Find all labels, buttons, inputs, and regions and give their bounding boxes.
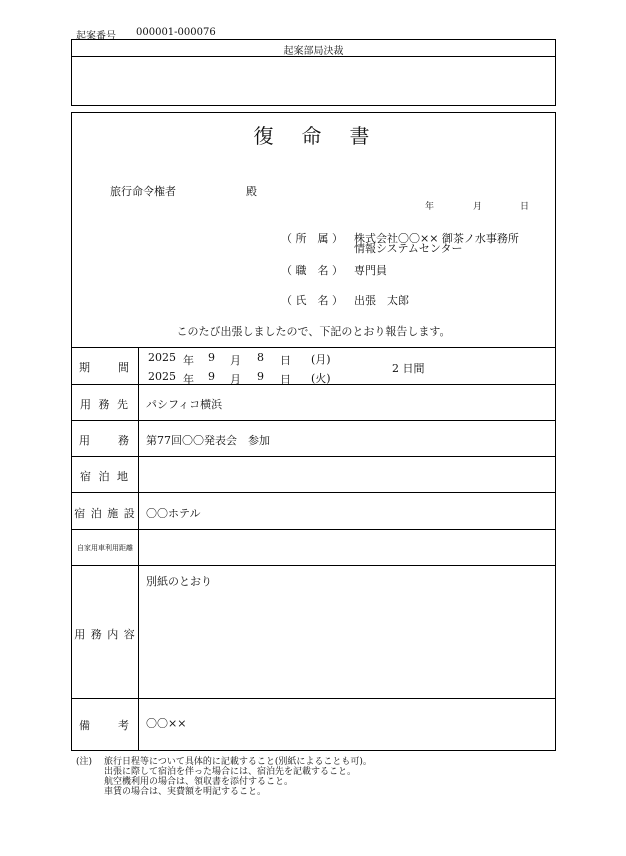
- addressee: 旅行命令権者: [110, 185, 176, 198]
- period-start-weekday: (月): [311, 353, 331, 366]
- page-title: 復 命 書: [253, 124, 374, 148]
- period-end-m: 月: [230, 373, 241, 386]
- period-start-day: 8: [257, 351, 264, 364]
- name-label: （ 氏 名 ）: [281, 294, 343, 307]
- business-label: 用 務: [79, 434, 131, 447]
- row-divider: [71, 420, 556, 421]
- remarks-label: 備 考: [79, 719, 131, 732]
- affiliation-line2: 情報システムセンター: [354, 242, 463, 255]
- row-divider: [71, 565, 556, 566]
- period-duration: 2 日間: [392, 362, 425, 375]
- remarks-value: 〇〇××: [146, 717, 187, 730]
- period-end-y: 年: [183, 373, 194, 386]
- period-end-year: 2025: [148, 370, 176, 383]
- row-divider: [71, 456, 556, 457]
- report-form: [71, 112, 556, 751]
- lodging-facility-value: 〇〇ホテル: [146, 507, 201, 520]
- period-start-month: 9: [208, 351, 215, 364]
- honorific: 殿: [246, 185, 257, 198]
- note-line: 出張に際して宿泊を伴った場合には、宿泊先を記載すること。: [104, 767, 357, 777]
- row-divider: [71, 347, 556, 348]
- date-year: 年: [425, 202, 435, 212]
- note-line: 車賃の場合は、実費額を明記すること。: [104, 787, 267, 797]
- lodging-facility-label: 宿 泊 施 設: [74, 507, 136, 520]
- business-value: 第77回〇〇発表会 参加: [146, 434, 270, 447]
- name-value: 出張 太郎: [354, 294, 409, 307]
- lodging-label: 宿 泊 地: [80, 470, 130, 483]
- date-month: 月: [473, 202, 483, 212]
- date-day: 日: [520, 202, 530, 212]
- period-start-d: 日: [280, 354, 291, 367]
- affiliation-label: （ 所 属 ）: [281, 232, 343, 245]
- column-divider: [138, 347, 139, 751]
- note-line: 航空機利用の場合は、領収書を添付すること。: [104, 777, 294, 787]
- notes-marker: (注): [76, 757, 93, 767]
- row-divider: [71, 529, 556, 530]
- period-end-weekday: (火): [311, 372, 331, 385]
- row-divider: [71, 492, 556, 493]
- note-line: 旅行日程等について具体的に記載すること(別紙によることも可)。: [104, 757, 372, 767]
- business-content-label: 用 務 内 容: [74, 628, 136, 641]
- position-label: （ 職 名 ）: [281, 264, 343, 277]
- private-car-distance-label: 自家用車利用距離: [77, 544, 133, 552]
- affiliation-line1: 株式会社〇〇×× 御茶ノ水事務所: [354, 232, 519, 245]
- period-start-y: 年: [183, 354, 194, 367]
- draft-number-value: 000001-000076: [136, 27, 216, 38]
- position-value: 専門員: [354, 264, 387, 277]
- period-label: 期 間: [79, 361, 131, 374]
- period-end-month: 9: [208, 370, 215, 383]
- period-start-m: 月: [230, 354, 241, 367]
- period-start-year: 2025: [148, 351, 176, 364]
- destination-label: 用 務 先: [80, 398, 130, 411]
- draft-number-label: 起案番号: [76, 31, 116, 42]
- decision-box-title: 起案部局決裁: [283, 46, 344, 57]
- report-statement: このたび出張しましたので、下記のとおり報告します。: [176, 325, 451, 338]
- destination-value: パシフィコ横浜: [146, 398, 223, 411]
- period-end-day: 9: [257, 370, 264, 383]
- business-content-value: 別紙のとおり: [146, 575, 212, 588]
- period-end-d: 日: [280, 373, 291, 386]
- row-divider: [71, 698, 556, 699]
